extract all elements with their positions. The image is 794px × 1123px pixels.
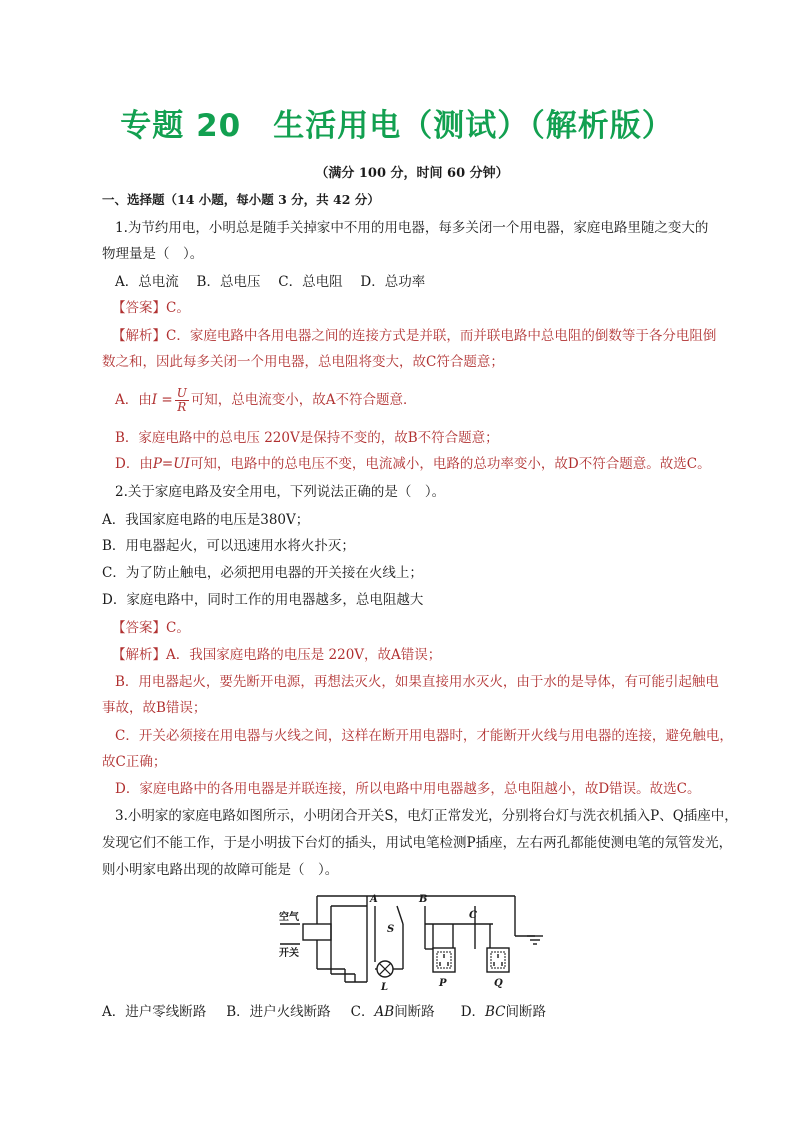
q1-analysis-line2: 数之和，因此每多关闭一个用电器，总电阻将变大，故C符合题意； [102,354,504,370]
q2-stem: 2.关于家庭电路及安全用电，下列说法正确的是（ ）。 [115,484,446,500]
lamp-l-label: L [381,982,389,993]
q2-analysis-a [112,645,441,665]
q2-analysis-c1: C．开关必须接在用电器与火线之间，这样在断开用电器时，才能断开火线与用电器的连接，避免触电， [115,728,733,744]
q2-analysis-b2: 事故，故B错误； [102,700,207,716]
d-formula: P=UI [152,456,190,472]
q1-analysis-a [115,384,417,416]
q3-stem-line1: 3.小明家的家庭电路如图所示，小明闭合开关S，电灯正常发光，分别将台灯与洗衣机插入P、Q插座中， [115,808,738,824]
q1-analysis-d [115,454,711,474]
switch-s-label: S [387,924,395,935]
q1-analysis-line1 [112,326,716,346]
air-switch-breaker [303,924,331,940]
formula-lhs: I = [151,392,173,408]
a-suffix: 可知，总电流变小，故A不符合题意． [190,392,417,408]
answer-value: C。 [166,620,190,636]
q1-answer [112,298,190,318]
q1-stem-line2: 物理量是（ ）。 [102,246,204,262]
q3-options [102,1002,546,1022]
socket-q-label: Q [494,978,503,989]
q1-analysis-b: B．家庭电路中的总电压 220V是保持不变的，故B不符合题意； [115,430,499,446]
score-time-note: （满分 100 分，时间 60 分钟） [315,166,509,181]
formula-fraction [175,387,189,414]
q2-option-d: D．家庭电路中，同时工作的用电器越多，总电阻越大 [102,592,424,608]
q3-option-c-var: AB [374,1004,395,1020]
q3-option-c-prefix: C． [350,1004,375,1020]
q2-analysis-d: D．家庭电路中的各用电器是并联连接，所以电路中用电器越多，总电阻越小，故D错误。故选C。 [115,781,701,797]
answer-value: C。 [166,300,190,316]
q1-stem-line1: 1.为节约用电，小明总是随手关掉家中不用的用电器，每多关闭一个用电器，家庭电路里随之变大的 [115,220,709,236]
node-b-label: B [419,894,428,905]
q3-option-b: B．进户火线断路 [226,1004,331,1020]
q2-option-a: A．我国家庭电路的电压是380V； [102,512,310,528]
formula-denominator: R [177,400,187,414]
node-a-label: A [370,894,378,905]
q3-stem-line3: 则小明家电路出现的故障可能是（ ）。 [102,862,339,878]
q2-option-b: B．用电器起火，可以迅速用水将火扑灭； [102,538,355,554]
breaker-label-1: 空气 [279,912,299,923]
q3-stem-line2: 发现它们不能工作，于是小明拔下台灯的插头，用试电笔检测P插座，左右两孔都能使测电笔的氖管发光， [102,835,733,851]
q3-option-d-prefix: D． [460,1004,486,1020]
q2-analysis-b1: B．用电器起火，要先断开电源，再想法灭火，如果直接用水灭火，由于水的是导体，有可能引起触电 [115,674,719,690]
analysis-tag: 【解析】 [112,647,166,663]
node-c-label: C [469,910,477,921]
socket-p-label: P [439,978,447,989]
answer-tag: 【答案】 [112,620,166,636]
analysis-text: C．家庭电路中各用电器之间的连接方式是并联，而并联电路中总电阻的倒数等于各分电阻倒 [166,328,717,344]
breaker-label-2: 开关 [279,948,299,959]
q2-option-c: C．为了防止触电，必须把用电器的开关接在火线上； [102,565,423,581]
d-suffix: 可知，电路中的总电压不变，电流减小，电路的总功率变小，故D不符合题意。故选C。 [189,456,711,472]
formula-numerator: U [176,386,187,400]
answer-tag: 【答案】 [112,300,166,316]
q1-options: A．总电流 B．总电压 C．总电阻 D．总功率 [115,274,426,290]
q3-option-d-suffix: 间断路 [505,1004,547,1020]
q3-option-d-var: BC [485,1004,506,1020]
analysis-text: A．我国家庭电路的电压是 220V，故A错误； [166,647,442,663]
q2-analysis-c2: 故C正确； [102,754,167,770]
q3-option-a: A．进户零线断路 [102,1004,207,1020]
q2-answer [112,618,190,638]
q3-option-c-suffix: 间断路 [394,1004,435,1020]
circuit-diagram [275,884,555,994]
section-heading: 一、选择题（14 小题，每小题 3 分，共 42 分） [102,192,380,207]
a-prefix: A．由 [115,392,152,408]
analysis-tag: 【解析】 [112,328,166,344]
document-title: 专题 20 生活用电（测试）（解析版） [120,108,674,144]
d-prefix: D．由 [115,456,153,472]
